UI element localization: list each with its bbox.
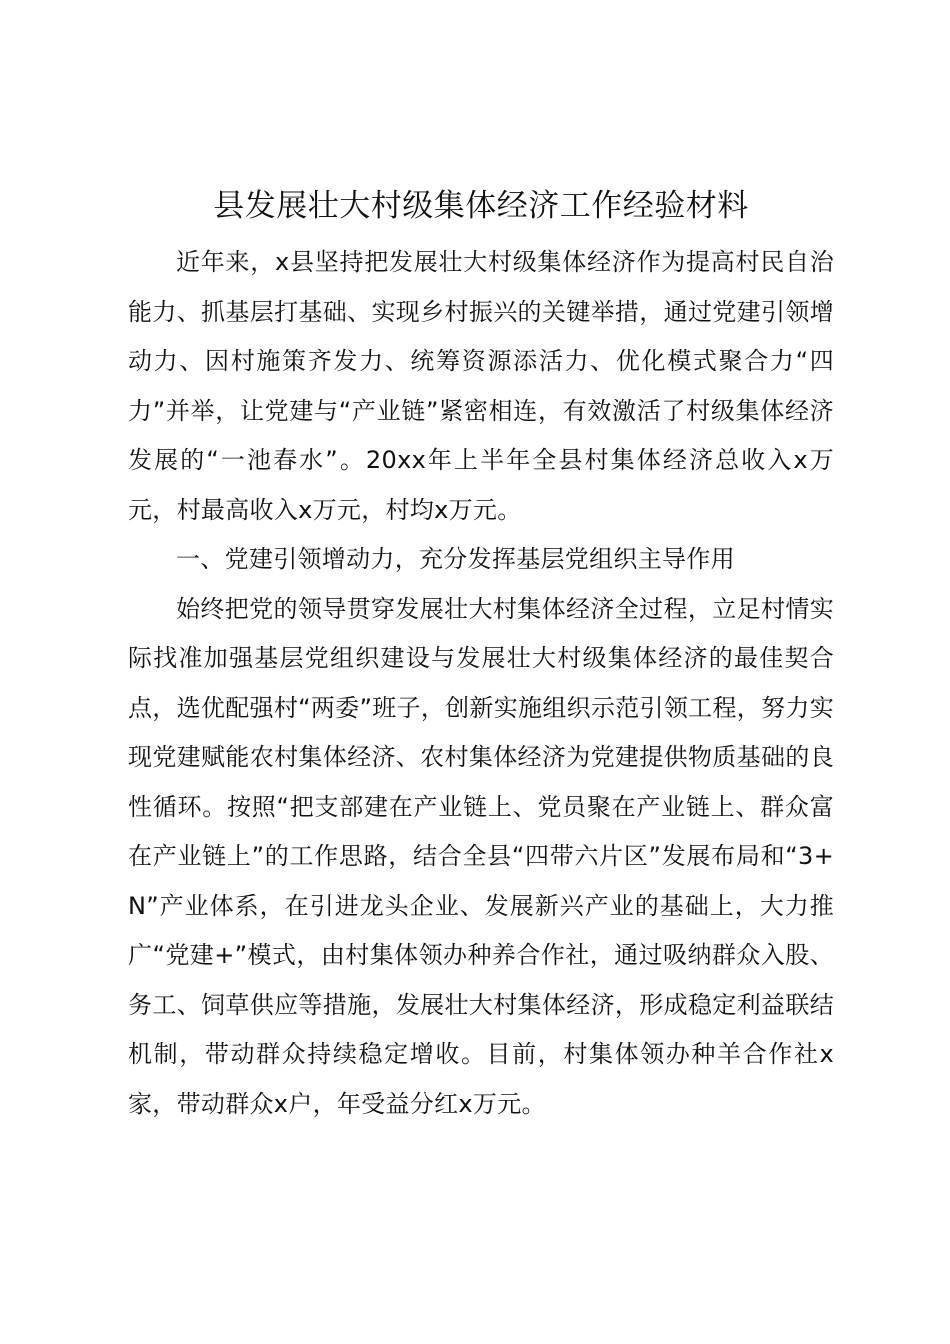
document-title: 县发展壮大村级集体经济工作经验材料 — [213, 188, 749, 224]
section-paragraph: 始终把党的领导贯穿发展壮大村集体经济全过程，立足村情实际找准加强基层党组织建设与发展壮大村级集体经济的最佳契合点，选优配强村“两委”班子，创新实施组织示范引领工程，努力实现党建赋能农村集体经济、农村集体经济为党建提供物质基础的良性循环。按照“把支部建在产业链上、党员聚在产业链上、群众富在产业链上”的工作思路，结合全县“四带六片区”发展布局和“3+N”产业体系，在引进龙头企业、发展新兴产业的基础上，大力推广“党建+”模式，由村集体领办种养合作社，通过吸纳群众入股、务工、饲草供应等措施，发展壮大村集体经济，形成稳定利益联结机制，带动群众持续稳定增收。目前，村集体领办种羊合作社x家，带动群众x户，年受益分红x万元。 — [128, 594, 834, 1118]
document-body — [128, 180, 834, 1129]
section-heading: 一、党建引领增动力，充分发挥基层党组织主导作用 — [176, 545, 735, 573]
intro-paragraph: 近年来，x县坚持把发展壮大村级集体经济作为提高村民自治能力、抓基层打基础、实现乡村振兴的关键举措，通过党建引领增动力、因村施策齐发力、统筹资源添活力、优化模式聚合力“四力”并举，让党建与“产业链”紧密相连，有效激活了村级集体经济发展的“一池春水”。20xx年上半年全县村集体经济总收入x万元，村最高收入x万元，村均x万元。 — [128, 248, 834, 524]
